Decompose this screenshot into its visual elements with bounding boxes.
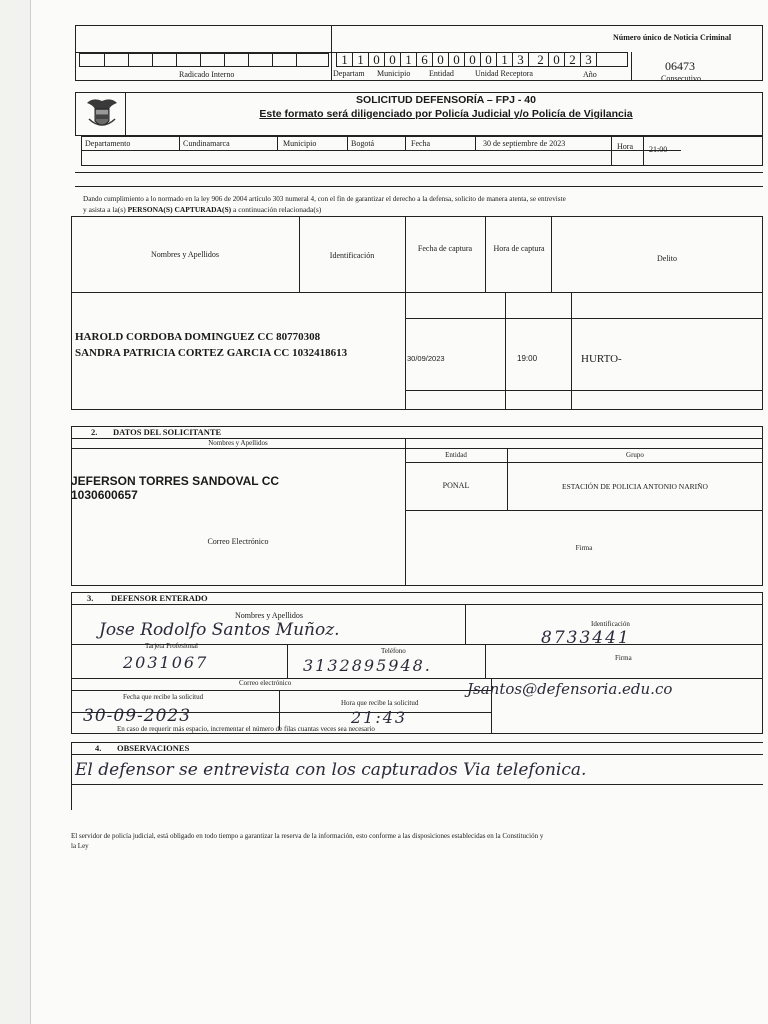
document-page xyxy=(30,0,768,1024)
defensor-nombres-label: Nombres y Apellidos xyxy=(235,611,303,620)
municipio-label: Municipio xyxy=(377,69,411,78)
entidad-label: Entidad xyxy=(429,69,454,78)
unidad-receptora-label: Unidad Receptora xyxy=(475,69,533,78)
defensor-fecha-label: Fecha que recibe la solicitud xyxy=(123,693,204,701)
solicitante-nombres-label: Nombres y Apellidos xyxy=(208,439,268,447)
noticia-criminal-label: Número único de Noticia Criminal xyxy=(613,33,732,42)
hora-label: Hora xyxy=(617,142,633,151)
consecutivo-label: Consecutivo xyxy=(661,74,701,83)
defensor-firma-label: Firma xyxy=(615,654,632,662)
solicitante-entidad-label: Entidad xyxy=(445,451,467,459)
captured-person-2: SANDRA PATRICIA CORTEZ GARCIA CC 1032418613 xyxy=(75,347,348,359)
municipio-value: Bogotá xyxy=(351,139,375,148)
departam-label: Departam xyxy=(333,69,365,78)
intro-line-1: Dando cumplimiento a lo normado en la ley 906 de 2004 artículo 303 numeral 4, con el fin de garantizar el derecho a la defensa, solicito de manera atenta, se entreviste xyxy=(83,195,566,203)
header-hora-captura: Hora de captura xyxy=(493,244,545,253)
captured-delito-value: HURTO- xyxy=(581,353,622,365)
observaciones-section-title: OBSERVACIONES xyxy=(117,743,190,753)
hora-value: 21:00 xyxy=(649,145,668,154)
header-identificacion: Identificación xyxy=(329,251,375,260)
solicitante-firma-label: Firma xyxy=(575,544,593,552)
defensor-hora-value: 21:43 xyxy=(351,708,408,727)
coat-of-arms-icon xyxy=(83,95,121,133)
header-nombres: Nombres y Apellidos xyxy=(151,250,219,259)
solicitante-correo-label: Correo Electrónico xyxy=(207,537,269,546)
observaciones-value: El defensor se entrevista con los capturados Via telefonica. xyxy=(75,760,587,780)
captured-person-1: HAROLD CORDOBA DOMINGUEZ CC 80770308 xyxy=(75,331,321,343)
municipio-field-label: Municipio xyxy=(283,139,317,148)
radicado-cells xyxy=(79,53,329,67)
noticia-digits: 1 1 0 0 1 6 0 0 0 0 1 3 2 0 2 3 xyxy=(336,52,628,67)
defensor-tarjeta-label: Tarjeta Profesional xyxy=(145,642,198,650)
defensor-telefono-value: 3132895948. xyxy=(303,656,432,675)
defensor-section-num: 3. xyxy=(87,593,94,603)
defensor-identificacion-label: Identificación xyxy=(591,620,630,628)
consecutivo-value: 06473 xyxy=(665,59,695,73)
header-delito: Delito xyxy=(657,254,677,263)
departamento-value: Cundinamarca xyxy=(183,139,230,148)
solicitante-entidad-value: PONAL xyxy=(442,481,470,490)
observaciones-section-num: 4. xyxy=(95,743,102,753)
captured-hora-value: 19:00 xyxy=(517,354,538,363)
fecha-label: Fecha xyxy=(411,139,431,148)
defensor-tarjeta-value: 2031067 xyxy=(123,653,209,672)
solicitante-nombre-line-1: JEFERSON TORRES SANDOVAL CC xyxy=(71,474,280,488)
defensor-nombre-value: Jose Rodolfo Santos Muñoz. xyxy=(99,620,340,640)
form-title: SOLICITUD DEFENSORÍA – FPJ - 40 xyxy=(356,94,536,106)
footer-line-2: la Ley xyxy=(71,842,89,850)
solicitante-grupo-value: ESTACIÓN DE POLICIA ANTONIO NARIÑO xyxy=(562,482,708,491)
defensor-identificacion-value: 8733441 xyxy=(541,628,631,648)
defensor-section-title: DEFENSOR ENTERADO xyxy=(111,593,208,603)
defensor-telefono-label: Teléfono xyxy=(381,647,406,655)
header-fecha-captura: Fecha de captura xyxy=(417,244,473,253)
solicitante-section-title: DATOS DEL SOLICITANTE xyxy=(113,427,222,437)
defensor-fecha-value: 30-09-2023 xyxy=(83,706,192,726)
intro-line-2: y asista a la(s) PERSONA(S) CAPTURADA(S) a continuación relacionada(s) xyxy=(83,205,322,214)
defensor-note: En caso de requerir más espacio, incrementar el número de filas cuantas veces sea necesario xyxy=(117,725,375,733)
anio-label: Año xyxy=(583,70,597,79)
solicitante-grupo-label: Grupo xyxy=(626,451,644,459)
radicado-label: Radicado Interno xyxy=(179,70,235,79)
solicitante-nombre-line-2: 1030600657 xyxy=(71,488,138,502)
fecha-value: 30 de septiembre de 2023 xyxy=(483,139,566,148)
defensor-correo-label: Correo electrónico xyxy=(239,679,292,687)
solicitante-section xyxy=(71,426,763,586)
defensor-hora-label: Hora que recibe la solicitud xyxy=(341,699,419,707)
footer-line-1: El servidor de policía judicial, está obligado en todo tiempo a garantizar la reserva de la información, esto conforme a las disposiciones establecidas en la Constitución y xyxy=(71,832,544,840)
form-subtitle: Este formato será diligenciado por Policía Judicial y/o Policía de Vigilancia xyxy=(259,108,633,120)
solicitante-section-num: 2. xyxy=(91,427,98,437)
captured-fecha-value: 30/09/2023 xyxy=(407,354,445,363)
departamento-label: Departamento xyxy=(85,139,131,148)
defensor-correo-value: Jsantos@defensoria.edu.co xyxy=(467,680,673,698)
